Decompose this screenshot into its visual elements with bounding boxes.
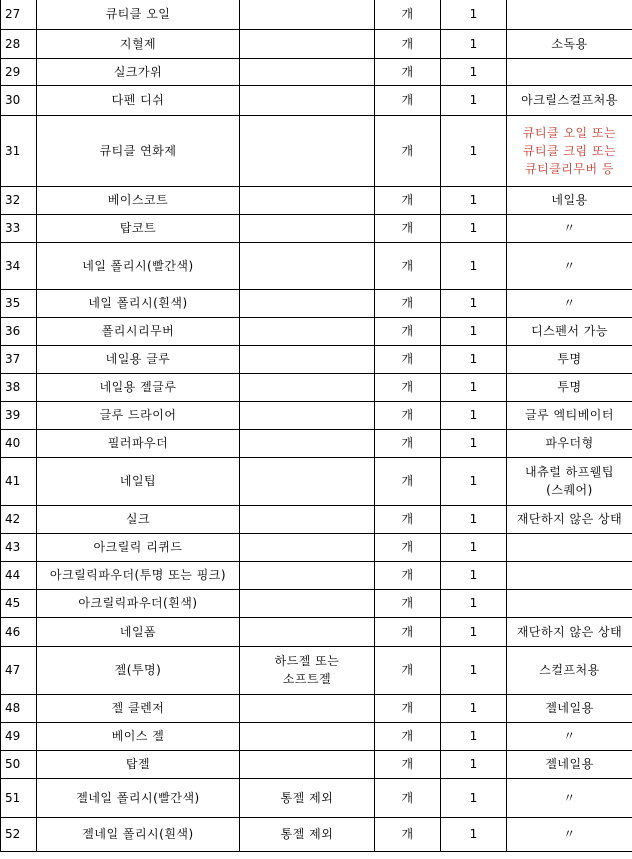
item-number: 50 <box>1 750 37 778</box>
item-spec <box>240 533 375 561</box>
item-note-line: (스퀘어) <box>546 483 593 497</box>
item-spec-line: 소프트젤 <box>282 672 332 686</box>
item-quantity: 1 <box>441 533 507 561</box>
item-number: 51 <box>1 778 37 817</box>
item-unit: 개 <box>375 186 441 214</box>
item-note <box>507 85 632 115</box>
item-name: 젤 클렌저 <box>37 694 240 722</box>
item-name: 다펜 디쉬 <box>37 85 240 115</box>
item-spec <box>240 646 375 694</box>
item-number: 33 <box>1 214 37 242</box>
table-row <box>1 85 632 115</box>
item-note-line: 아크릴스컬프처용 <box>521 93 618 107</box>
table-row <box>1 401 632 429</box>
item-note <box>507 401 632 429</box>
item-quantity: 1 <box>441 29 507 58</box>
item-unit: 개 <box>375 429 441 457</box>
item-number: 48 <box>1 694 37 722</box>
item-note <box>507 646 632 694</box>
table-row <box>1 646 632 694</box>
item-note-line: 〃 <box>563 221 576 235</box>
item-spec <box>240 617 375 646</box>
item-quantity: 1 <box>441 0 507 29</box>
item-unit: 개 <box>375 533 441 561</box>
table-row <box>1 429 632 457</box>
item-note-line: 내츄럴 하프웰팁 <box>525 465 614 479</box>
table-row <box>1 186 632 214</box>
item-name: 큐티클 연화제 <box>37 115 240 186</box>
item-unit: 개 <box>375 85 441 115</box>
item-note <box>507 317 632 345</box>
item-unit: 개 <box>375 589 441 617</box>
item-quantity: 1 <box>441 373 507 401</box>
item-spec <box>240 429 375 457</box>
item-quantity: 1 <box>441 694 507 722</box>
item-spec <box>240 289 375 317</box>
item-note-line: 큐티클 오일 또는 <box>522 125 617 140</box>
item-spec <box>240 85 375 115</box>
item-note <box>507 58 632 85</box>
item-note <box>507 694 632 722</box>
item-spec-line: 통젤 제외 <box>280 827 334 841</box>
table-row <box>1 345 632 373</box>
item-name: 아크릴릭 리퀴드 <box>37 533 240 561</box>
item-number: 35 <box>1 289 37 317</box>
item-spec-line: 통젤 제외 <box>280 790 334 805</box>
item-number: 52 <box>1 817 37 851</box>
table-row <box>1 115 632 186</box>
item-note-line: 투명 <box>557 380 582 394</box>
item-unit: 개 <box>375 345 441 373</box>
item-note <box>507 115 632 186</box>
item-number: 45 <box>1 589 37 617</box>
item-quantity: 1 <box>441 317 507 345</box>
item-name: 네일 폴리시(빨간색) <box>37 242 240 289</box>
item-spec <box>240 694 375 722</box>
item-note-line: 소독용 <box>551 36 588 51</box>
item-number: 37 <box>1 345 37 373</box>
item-spec <box>240 58 375 85</box>
item-note <box>507 817 632 851</box>
item-quantity: 1 <box>441 85 507 115</box>
item-spec <box>240 373 375 401</box>
item-note-line: 〃 <box>563 729 576 743</box>
item-note <box>507 617 632 646</box>
item-name: 글루 드라이어 <box>37 401 240 429</box>
table-row <box>1 722 632 750</box>
item-number: 28 <box>1 29 37 58</box>
item-number: 43 <box>1 533 37 561</box>
item-unit: 개 <box>375 646 441 694</box>
item-note <box>507 533 632 561</box>
item-unit: 개 <box>375 457 441 505</box>
item-note-line: 큐티클리무버 등 <box>525 161 614 176</box>
item-name: 필러파우더 <box>37 429 240 457</box>
item-note-line: 파우더형 <box>545 436 594 450</box>
item-note-line: 〃 <box>563 258 576 273</box>
item-quantity: 1 <box>441 289 507 317</box>
table-row <box>1 505 632 533</box>
item-note <box>507 722 632 750</box>
item-name: 실크 <box>37 505 240 533</box>
item-unit: 개 <box>375 317 441 345</box>
item-quantity: 1 <box>441 561 507 589</box>
item-number: 38 <box>1 373 37 401</box>
item-number: 32 <box>1 186 37 214</box>
item-quantity: 1 <box>441 242 507 289</box>
item-spec <box>240 401 375 429</box>
table-row <box>1 617 632 646</box>
item-note <box>507 214 632 242</box>
item-quantity: 1 <box>441 186 507 214</box>
item-name: 아크릴릭파우더(투명 또는 핑크) <box>37 561 240 589</box>
item-spec <box>240 561 375 589</box>
item-spec <box>240 750 375 778</box>
item-quantity: 1 <box>441 345 507 373</box>
item-number: 30 <box>1 85 37 115</box>
table-row <box>1 533 632 561</box>
table-row <box>1 589 632 617</box>
item-unit: 개 <box>375 561 441 589</box>
item-name: 탑코트 <box>37 214 240 242</box>
item-number: 40 <box>1 429 37 457</box>
table-row <box>1 778 632 817</box>
item-name: 네일 폴리시(흰색) <box>37 289 240 317</box>
item-quantity: 1 <box>441 58 507 85</box>
item-spec <box>240 0 375 29</box>
item-number: 31 <box>1 115 37 186</box>
item-name: 실크가위 <box>37 58 240 85</box>
item-name: 폴리시리무버 <box>37 317 240 345</box>
item-note-line: 재단하지 않은 상태 <box>516 624 623 639</box>
item-unit: 개 <box>375 373 441 401</box>
table-row <box>1 214 632 242</box>
item-quantity: 1 <box>441 722 507 750</box>
item-spec-line: 하드젤 또는 <box>274 654 340 668</box>
table-body <box>1 0 632 851</box>
item-number: 39 <box>1 401 37 429</box>
item-note-line: 스컬프처용 <box>539 663 600 677</box>
item-name: 네일용 젤글루 <box>37 373 240 401</box>
item-spec <box>240 115 375 186</box>
item-unit: 개 <box>375 401 441 429</box>
item-number: 27 <box>1 0 37 29</box>
table-row <box>1 694 632 722</box>
item-spec <box>240 457 375 505</box>
item-note <box>507 429 632 457</box>
item-note-line: 큐티클 크림 또는 <box>522 143 617 158</box>
item-note <box>507 289 632 317</box>
table-row <box>1 29 632 58</box>
item-quantity: 1 <box>441 778 507 817</box>
item-spec <box>240 29 375 58</box>
item-note-line: 〃 <box>563 827 576 841</box>
item-number: 36 <box>1 317 37 345</box>
item-note-line: 〃 <box>563 296 576 310</box>
item-name: 젤네일 폴리시(빨간색) <box>37 778 240 817</box>
item-name: 네일폼 <box>37 617 240 646</box>
item-quantity: 1 <box>441 589 507 617</box>
item-number: 42 <box>1 505 37 533</box>
item-unit: 개 <box>375 694 441 722</box>
item-number: 44 <box>1 561 37 589</box>
item-quantity: 1 <box>441 646 507 694</box>
item-unit: 개 <box>375 214 441 242</box>
table-row <box>1 0 632 29</box>
item-note <box>507 345 632 373</box>
item-name: 탑젤 <box>37 750 240 778</box>
item-note-line: 〃 <box>563 790 576 805</box>
item-number: 34 <box>1 242 37 289</box>
table-row <box>1 750 632 778</box>
item-unit: 개 <box>375 0 441 29</box>
table-row <box>1 289 632 317</box>
item-note <box>507 505 632 533</box>
item-note-line: 글루 엑티베이터 <box>525 408 614 422</box>
item-spec <box>240 505 375 533</box>
item-quantity: 1 <box>441 617 507 646</box>
item-note-line: 재단하지 않은 상태 <box>516 512 623 526</box>
item-name: 큐티클 오일 <box>37 0 240 29</box>
item-quantity: 1 <box>441 214 507 242</box>
item-name: 지혈제 <box>37 29 240 58</box>
item-spec <box>240 778 375 817</box>
item-note-line: 젤네일용 <box>545 757 594 771</box>
item-note <box>507 457 632 505</box>
table-row <box>1 58 632 85</box>
item-quantity: 1 <box>441 817 507 851</box>
item-unit: 개 <box>375 505 441 533</box>
item-spec <box>240 242 375 289</box>
item-unit: 개 <box>375 289 441 317</box>
item-unit: 개 <box>375 778 441 817</box>
item-unit: 개 <box>375 29 441 58</box>
item-number: 46 <box>1 617 37 646</box>
item-note <box>507 29 632 58</box>
item-spec <box>240 345 375 373</box>
table-row <box>1 373 632 401</box>
item-name: 젤네일 폴리시(흰색) <box>37 817 240 851</box>
item-spec <box>240 186 375 214</box>
item-spec <box>240 214 375 242</box>
item-note <box>507 778 632 817</box>
item-quantity: 1 <box>441 457 507 505</box>
item-name: 베이스 젤 <box>37 722 240 750</box>
item-quantity: 1 <box>441 750 507 778</box>
item-note <box>507 0 632 29</box>
item-name: 베이스코트 <box>37 186 240 214</box>
item-note-line: 투명 <box>557 352 582 366</box>
item-quantity: 1 <box>441 401 507 429</box>
item-name: 네일팁 <box>37 457 240 505</box>
item-spec <box>240 589 375 617</box>
table-row <box>1 242 632 289</box>
item-unit: 개 <box>375 115 441 186</box>
item-note <box>507 373 632 401</box>
item-unit: 개 <box>375 750 441 778</box>
item-spec <box>240 317 375 345</box>
item-unit: 개 <box>375 722 441 750</box>
item-number: 29 <box>1 58 37 85</box>
item-name: 네일용 글루 <box>37 345 240 373</box>
table-row <box>1 317 632 345</box>
item-note <box>507 750 632 778</box>
item-number: 41 <box>1 457 37 505</box>
item-quantity: 1 <box>441 429 507 457</box>
item-unit: 개 <box>375 617 441 646</box>
item-unit: 개 <box>375 817 441 851</box>
item-name: 아크릴릭파우더(흰색) <box>37 589 240 617</box>
item-unit: 개 <box>375 58 441 85</box>
item-number: 49 <box>1 722 37 750</box>
item-note-line: 네일용 <box>551 193 588 207</box>
item-note <box>507 186 632 214</box>
table-row <box>1 457 632 505</box>
table-row <box>1 817 632 851</box>
item-note-line: 젤네일용 <box>545 701 594 715</box>
item-quantity: 1 <box>441 115 507 186</box>
item-quantity: 1 <box>441 505 507 533</box>
item-spec <box>240 817 375 851</box>
item-note <box>507 561 632 589</box>
item-number: 47 <box>1 646 37 694</box>
item-note <box>507 242 632 289</box>
item-unit: 개 <box>375 242 441 289</box>
item-note <box>507 589 632 617</box>
item-name: 젤(투명) <box>37 646 240 694</box>
item-note-line: 디스펜서 가능 <box>531 324 608 338</box>
table-row <box>1 561 632 589</box>
item-spec <box>240 722 375 750</box>
